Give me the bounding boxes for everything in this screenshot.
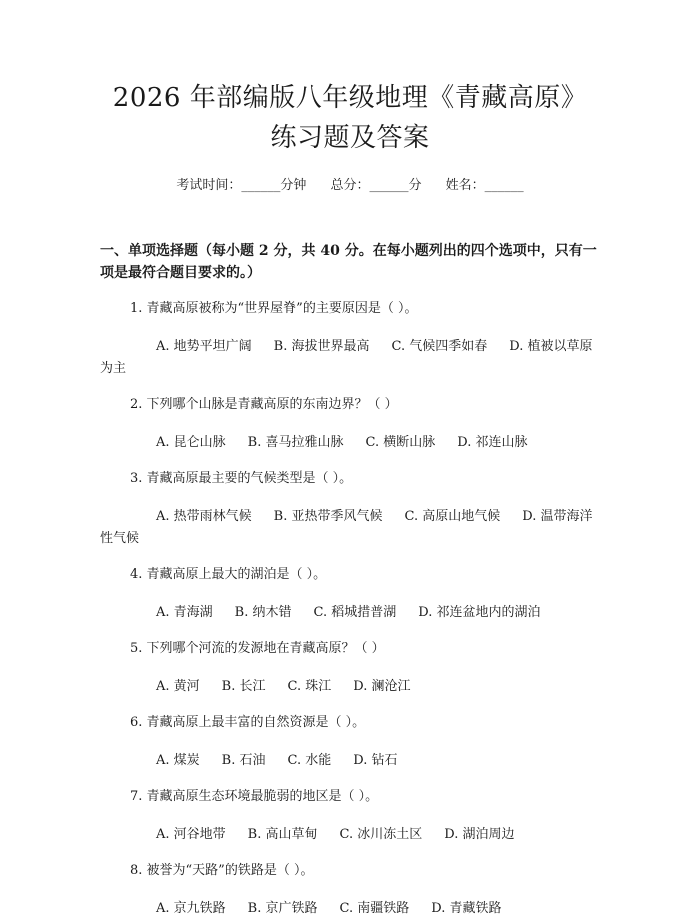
option-a: A. 煤炭 <box>156 753 200 768</box>
option-c: C. 水能 <box>287 753 332 768</box>
question-item <box>100 861 600 920</box>
option-b: B. 高山草甸 <box>247 827 318 842</box>
option-d: D. 澜沧江 <box>353 679 411 694</box>
option-c: C. 冰川冻土区 <box>339 827 423 842</box>
option-d: D. 钻石 <box>353 753 398 768</box>
question-item <box>100 713 600 772</box>
question-item <box>100 395 600 454</box>
option-c: C. 稻城措普湖 <box>313 605 397 620</box>
question-text: 7. 青藏高原生态环境最脆弱的地区是（ ）。 <box>130 789 379 804</box>
question-item <box>100 469 600 550</box>
question-text: 5. 下列哪个河流的发源地在青藏高原？（ ） <box>130 641 385 656</box>
section-title: 一、单项选择题（每小题 2 分，共 40 分。在每小题列出的四个选项中，只有一项是最符合题目要求的。） <box>100 243 597 281</box>
option-c: C. 珠江 <box>287 679 332 694</box>
question-options <box>100 506 600 550</box>
option-b: B. 亚热带季风气候 <box>273 509 383 524</box>
option-c: C. 横断山脉 <box>365 435 436 450</box>
option-c: C. 气候四季如春 <box>391 339 488 354</box>
student-name-field: 姓名：______ <box>445 178 524 193</box>
exam-time-field: 考试时间：______分钟 <box>176 178 307 193</box>
option-d: D. 植被以草原为主 <box>100 339 593 376</box>
option-a: A. 河谷地带 <box>156 827 226 842</box>
question-text: 2. 下列哪个山脉是青藏高原的东南边界？（ ） <box>130 397 398 412</box>
question-text: 3. 青藏高原最主要的气候类型是（ ）。 <box>130 471 353 486</box>
option-b: B. 海拔世界最高 <box>273 339 370 354</box>
question-item <box>100 565 600 624</box>
question-options <box>100 676 600 698</box>
question-text: 8. 被誉为“天路”的铁路是（ ）。 <box>130 863 314 878</box>
option-a: A. 地势平坦广阔 <box>156 339 252 354</box>
option-a: A. 昆仑山脉 <box>156 435 226 450</box>
option-c: C. 南疆铁路 <box>339 901 410 916</box>
question-options <box>100 602 600 624</box>
question-item <box>100 639 600 698</box>
option-b: B. 长江 <box>221 679 266 694</box>
total-score-field: 总分：______分 <box>330 178 422 193</box>
option-b: B. 喜马拉雅山脉 <box>247 435 344 450</box>
option-d: D. 青藏铁路 <box>431 901 502 916</box>
question-options <box>100 432 600 454</box>
option-a: A. 黄河 <box>156 679 200 694</box>
question-options <box>100 824 600 846</box>
option-d: D. 祁连盆地内的湖泊 <box>418 605 541 620</box>
option-b: B. 石油 <box>221 753 266 768</box>
question-options <box>100 336 600 380</box>
option-a: A. 京九铁路 <box>156 901 226 916</box>
option-c: C. 高原山地气候 <box>404 509 501 524</box>
option-d: D. 温带海洋性气候 <box>100 509 593 546</box>
question-item <box>100 299 600 380</box>
question-options <box>100 750 600 772</box>
option-b: B. 京广铁路 <box>247 901 318 916</box>
question-list <box>100 299 600 920</box>
option-b: B. 纳木错 <box>234 605 292 620</box>
question-item <box>100 787 600 846</box>
option-d: D. 祁连山脉 <box>457 435 528 450</box>
exam-info <box>100 176 600 196</box>
question-options <box>100 898 600 920</box>
option-a: A. 热带雨林气候 <box>156 509 252 524</box>
document-title: 2026 年部编版八年级地理《青藏高原》练习题及答案 <box>112 83 588 153</box>
option-d: D. 湖泊周边 <box>444 827 515 842</box>
question-text: 4. 青藏高原上最大的湖泊是（ ）。 <box>130 567 327 582</box>
option-a: A. 青海湖 <box>156 605 213 620</box>
question-text: 6. 青藏高原上最丰富的自然资源是（ ）。 <box>130 715 366 730</box>
question-text: 1. 青藏高原被称为“世界屋脊”的主要原因是（ ）。 <box>130 301 418 316</box>
